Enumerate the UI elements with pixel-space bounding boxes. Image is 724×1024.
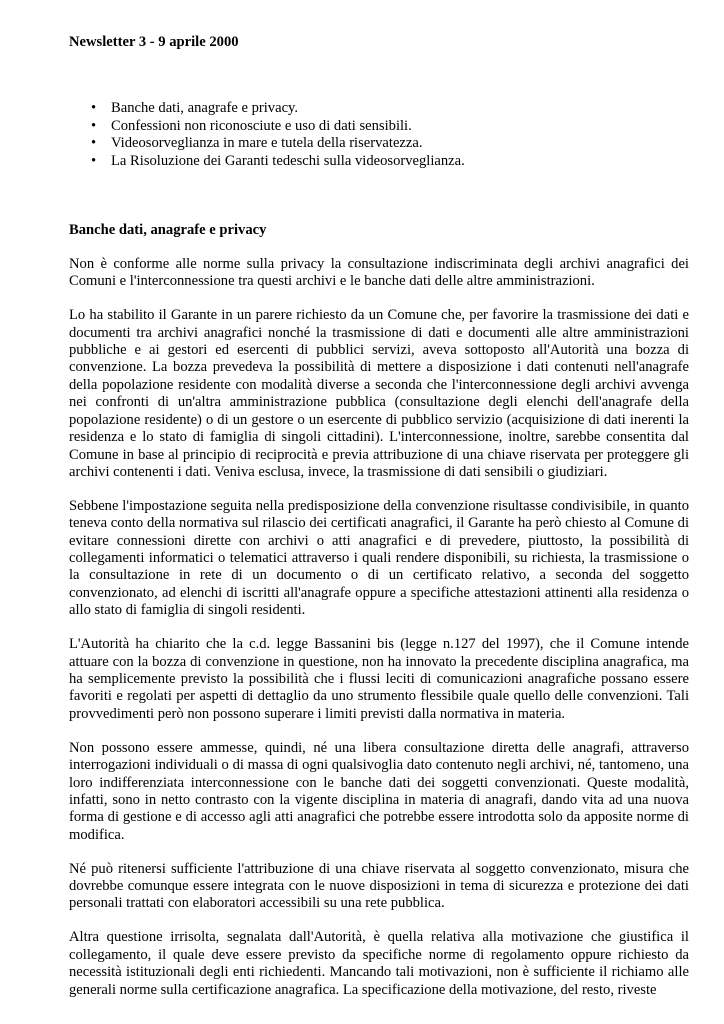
paragraph: Altra questione irrisolta, segnalata dall'Autorità, è quella relativa alla motivazione che giustifica il collegamento, il quale deve essere previsto da specifiche norme di regolamento oppure richiesto da necessità istituzionali degli enti richiedenti. Mancando tali motivazioni, non è sufficiente il richiamo alle generali norme sulla certificazione anagrafica. La specificazione della motivazione, del resto, riveste <box>69 929 689 998</box>
paragraph: Non possono essere ammesse, quindi, né una libera consultazione diretta delle anagrafi, attraverso interrogazioni individuali o di massa di ogni qualsivoglia dato contenuto negli archivi, né, tantomeno, una loro indifferenziata interconnessione con le banche dati dei soggetti convenzionati. Queste modalità, infatti, sono in netto contrasto con la vigente disciplina in materia di anagrafi, dando vita ad una nuova forma di gestione e di accesso agli atti anagrafici che potrebbe essere introdotta solo da apposite norme di modifica. <box>69 739 689 843</box>
bullet-icon: • <box>91 135 97 152</box>
bullet-icon: • <box>91 152 97 169</box>
paragraph: Né può ritenersi sufficiente l'attribuzione di una chiave riservata al soggetto convenzionato, misura che dovrebbe comunque essere integrata con le nuove disposizioni in tema di sicurezza e protezione dei dati personali trattati con elaboratori accessibili su una rete pubblica. <box>69 860 689 912</box>
toc-item-label: Banche dati, anagrafe e privacy. <box>111 100 299 117</box>
section-heading: Banche dati, anagrafe e privacy <box>69 222 267 239</box>
toc-item <box>91 117 689 135</box>
paragraph: Sebbene l'impostazione seguita nella predisposizione della convenzione risultasse condivisibile, in quanto teneva conto della normativa sul rilascio dei certificati anagrafici, il Garante ha però chiesto al Comune di evitare connessioni dirette con archivi o atti anagrafici e di prevedere, piuttosto, la possibilità di collegamenti informatici o telematici attraverso i quali rendere disponibili, su richiesta, la trasmissione o la consultazione in rete di un documento o di un certificato relativo, a seconda del soggetto convenzionato, ad elenchi di iscritti all'anagrafe oppure a specifiche attestazioni attinenti alla residenza o allo stato di famiglia di singoli residenti. <box>69 497 689 619</box>
toc-list <box>69 100 689 170</box>
toc-item-label: La Risoluzione dei Garanti tedeschi sulla videosorveglianza. <box>111 152 465 169</box>
toc-item <box>91 135 689 152</box>
bullet-icon: • <box>91 117 97 134</box>
document-page <box>69 34 689 999</box>
page-title: Newsletter 3 - 9 aprile 2000 <box>69 34 239 50</box>
bullet-icon: • <box>91 100 97 117</box>
toc-item <box>91 152 689 170</box>
toc-item <box>91 100 689 117</box>
toc-item-label: Videosorveglianza in mare e tutela della riservatezza. <box>111 135 423 152</box>
paragraph: L'Autorità ha chiarito che la c.d. legge Bassanini bis (legge n.127 del 1997), che il Comune intende attuare con la bozza di convenzione in questione, non ha innovato la precedente disciplina anagrafica, ma ha semplicemente previsto la possibilità che i flussi leciti di comunicazioni anagrafiche possano essere favoriti e regolati per aspetti di dettaglio da uno strumento flessibile quale quello delle convenzioni. Tali provvedimenti però non possono superare i limiti previsti dalla normativa in materia. <box>69 636 689 722</box>
paragraph: Lo ha stabilito il Garante in un parere richiesto da un Comune che, per favorire la trasmissione dei dati e documenti tra archivi anagrafici nonché la trasmissione di dati e documenti alle altre amministrazioni pubbliche e ai gestori ed esercenti di pubblici servizi, aveva sottoposto all'Autorità una bozza di convenzione. La bozza prevedeva la possibilità di mettere a disposizione i dati contenuti nell'anagrafe della popolazione residente con modalità diverse a seconda che l'interconnessione degli archivi avvenga nei confronti di un'altra amministrazione pubblica (consultazione degli elenchi dell'anagrafe della popolazione residente) o di un gestore o un esercente di pubblico servizio (acquisizione di dati inerenti la residenza e lo stato di famiglia di singoli cittadini). L'interconnessione, inoltre, sarebbe consentita dal Comune in base al principio di reciprocità e previa attribuzione di una chiave riservata per proteggere gli archivi contenenti i dati. Veniva esclusa, invece, la trasmissione di dati sensibili o giudiziari. <box>69 307 689 480</box>
paragraph: Non è conforme alle norme sulla privacy la consultazione indiscriminata degli archivi anagrafici dei Comuni e l'interconnessione tra questi archivi e le banche dati delle altre amministrazioni. <box>69 255 689 290</box>
toc-item-label: Confessioni non riconosciute e uso di dati sensibili. <box>111 117 412 134</box>
